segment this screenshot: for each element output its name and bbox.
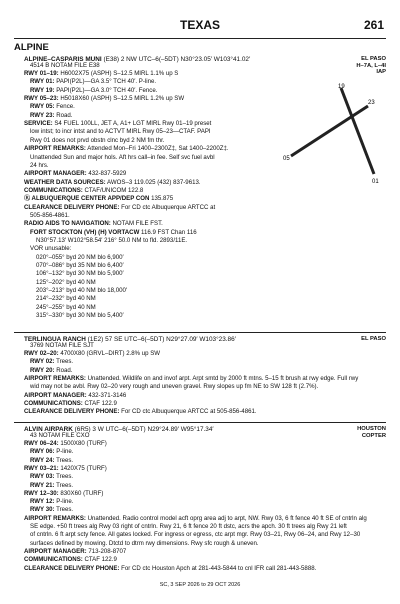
alpine-detail-line [36, 313, 124, 319]
field-value: Trees. [54, 506, 74, 514]
alpine-chart-tags [356, 56, 386, 76]
terlingua-detail-line [30, 368, 72, 374]
terlingua-detail-line [24, 409, 257, 415]
field-label: RWY 12–30: [24, 489, 59, 497]
alvin-detail-line [30, 449, 73, 455]
field-label: RWY 20: [30, 366, 55, 374]
field-value: 125°–202° byd 40 NM [36, 278, 96, 286]
alpine-detail-line [30, 104, 75, 110]
field-label: RADIO AIDS TO NAVIGATION: [24, 220, 111, 228]
field-label: AIRPORT REMARKS: [24, 374, 86, 382]
field-label: RWY 03–21: [24, 464, 59, 472]
field-value: H5018X60 (ASPH) S–12.5 MIRL 1.2% up SW [58, 95, 185, 103]
runway-label: 05 [283, 156, 290, 162]
field-label: RWY 02: [30, 358, 55, 366]
alvin-detail-line [24, 441, 107, 447]
page-header [0, 16, 400, 34]
alpine-detail-line [30, 79, 156, 85]
field-label: AIRPORT MANAGER: [24, 170, 87, 178]
field-value: 505-856-4861. [30, 211, 70, 219]
field-value: 24 hrs. [30, 161, 49, 169]
field-label: FORT STOCKTON (VH) (H) VORTACW [30, 228, 140, 236]
alvin-chart-tag: HOUSTON [357, 426, 386, 432]
alpine-detail-line [30, 230, 197, 236]
field-value: 315°–330° byd 30 NM blo 5,400′ [36, 312, 124, 320]
field-value: NOTAM FILE FST. [110, 220, 163, 228]
field-label: CLEARANCE DELIVERY PHONE: [24, 408, 120, 416]
field-label: RWY 05: [30, 103, 55, 111]
alvin-elev-line: 43 NOTAM FILE CXO [30, 432, 90, 439]
terlingua-detail-line [30, 384, 318, 390]
field-value: 135.875 [149, 195, 174, 203]
field-label: SERVICE: [24, 120, 53, 128]
terlingua-detail-line [24, 393, 126, 399]
field-value: 245°–255° byd 40 NM [36, 303, 96, 311]
field-value: 713-208-8707 [86, 547, 127, 555]
alpine-id-line: (E38) 2 NW UTC–6(–5DT) N30°23.05′ W103°41.02′ [103, 56, 251, 63]
alpine-chart-tag: EL PASO [361, 56, 386, 62]
field-label: RWY 06–24: [24, 440, 59, 447]
field-label: COMMUNICATIONS: [24, 556, 83, 564]
alpine-detail-line [24, 196, 173, 202]
field-value: 203°–213° byd 40 NM blo 18,000′ [36, 287, 128, 295]
alpine-detail-line [36, 288, 127, 294]
field-value: Unattended. Radio control model acft oprg area adj to arpt, NW. Rwy 03, 6 ft fence 40 ft SE of cntrln alg [85, 514, 367, 522]
terlingua-name: TERLINGUA RANCH [24, 336, 86, 343]
runway-label: 23 [368, 100, 375, 106]
alpine-detail-line [24, 71, 178, 77]
alpine-detail-line [30, 163, 49, 169]
alpine-detail-line [36, 238, 187, 244]
field-value: 1500X80 (TURF) [58, 440, 107, 447]
field-value: AWOS–3 119.025 (432) 837-9613. [105, 178, 201, 186]
alvin-id-line: (6R5) 3 W UTC–6(–5DT) N29°24.89′ W95°17.34′ [74, 426, 214, 433]
field-label: AIRPORT REMARKS: [24, 145, 86, 153]
alvin-chart-tags [357, 426, 386, 439]
alvin-detail-line [24, 491, 103, 497]
field-value: Unattended. Wildlife on and invof arpt. Arpt smtd by 2000 ft mtns. 5–15 ft brush at rwy edge. Full rwy [85, 374, 359, 382]
alpine-detail-line [30, 88, 157, 94]
runway-label: 01 [372, 179, 379, 185]
alpine-detail-line [24, 180, 201, 186]
alvin-detail-line [30, 458, 73, 464]
alpine-detail-line [36, 280, 96, 286]
field-value: 4700X80 (GRVL–DIRT) 2.8% up SW [58, 350, 161, 357]
field-label: RWY 01: [30, 78, 55, 86]
alpine-detail-line [30, 246, 71, 252]
field-value: 116.9 FST Chan 116 [139, 228, 197, 236]
field-value: 020°–055° byd 20 NM blo 6,900′ [36, 253, 124, 261]
field-label: RWY 02–20: [24, 350, 59, 357]
field-value: 070°–086° byd 35 NM blo 6,400′ [36, 262, 124, 270]
field-value: CTAF/UNICOM 122.8 [82, 186, 144, 194]
field-value: For CD ctc Albuquerque ARTCC at [119, 203, 216, 211]
field-label: COMMUNICATIONS: [24, 399, 83, 407]
field-value: Trees. [54, 456, 74, 464]
field-value: 106°–132° byd 30 NM blo 5,900′ [36, 270, 124, 278]
field-label: RWY 19: [30, 86, 55, 94]
field-value: wid may not be avbl. Rwy 02–20 very rough and uneven gravel. Rwy slopes up fm NE to SW 128 ft (2.7%). [30, 383, 319, 391]
page-number: 261 [363, 18, 384, 32]
field-value: P-line. [54, 448, 74, 456]
field-value: Rwy 01 does not prvd obstn clnc byd 2 NM fm thr. [30, 136, 165, 144]
field-label: RWY 03: [30, 473, 55, 481]
field-value: surfaces defined by mowing. Dtctd to dtrm rwy dimensions. Rwy sfc rough & uneven. [30, 539, 259, 547]
alpine-detail-line [24, 171, 126, 177]
field-value: 1420X75 (TURF) [58, 464, 107, 472]
field-value: S4 FUEL 100LL, JET A, A1+ LGT MIRL Rwy 01–19 preset [52, 120, 212, 128]
field-value: Unattended Sun and major hols. Aft hrs call–in fee. Self svc fuel avbl [30, 153, 215, 161]
alpine-detail-line [36, 305, 96, 311]
field-label: CLEARANCE DELIVERY PHONE: [24, 203, 120, 211]
alvin-detail-line [24, 466, 107, 472]
alvin-chart-tag: COPTER [361, 432, 386, 439]
field-value: Fence. [54, 103, 75, 111]
field-label: RWY 21: [30, 481, 55, 489]
field-value: PAPI(P2L)—GA 3.0° TCH 40′. Fence. [54, 86, 158, 94]
alvin-detail-line [30, 541, 259, 547]
field-label: AIRPORT REMARKS: [24, 514, 86, 522]
field-value: CTAF 122.9 [82, 399, 117, 407]
alpine-chart-tag: H–7A, L–4I [356, 62, 386, 69]
state-title: TEXAS [179, 18, 220, 32]
alvin-detail-line [24, 516, 367, 522]
field-value: VOR unusable: [30, 245, 72, 253]
alpine-detail-line [24, 221, 163, 227]
alpine-detail-line [24, 121, 211, 127]
field-value: H6002X75 (ASPH) S–12.5 MIRL 1.1% up S [58, 70, 179, 77]
terlingua-chart-tag: EL PASO [361, 336, 386, 342]
alpine-detail-line [30, 155, 215, 161]
alpine-detail-line [36, 263, 124, 269]
alpine-detail-line [24, 96, 184, 102]
alpine-detail-line [30, 213, 70, 219]
city-name: ALPINE [14, 42, 49, 53]
header-rule [14, 38, 386, 39]
terlingua-detail-line [24, 401, 117, 407]
field-label: RWY 05–23: [24, 95, 59, 103]
terlingua-detail-line [24, 351, 160, 357]
field-label: COMMUNICATIONS: [24, 186, 83, 194]
field-value: Attended Mon–Fri 1400–2300Z‡, Sat 1400–2200Z‡. [85, 145, 229, 153]
alpine-detail-line [30, 138, 164, 144]
terlingua-id-line: (1E2) 57 SE UTC–6(–5DT) N29°27.09′ W103°23.86′ [87, 336, 236, 343]
field-value: For CD ctc Houston Apch at 281-443-5844 to cnl IFR call 281-443-5888. [119, 564, 317, 572]
field-value: Road. [54, 366, 73, 374]
field-value: Trees. [54, 358, 74, 366]
field-value: low intst; to incr intst and to ACTVT MIRL Rwy 05–23—CTAF. PAPI [30, 128, 211, 136]
field-value: For CD ctc Albuquerque ARTCC at 505-856-4861. [119, 408, 257, 416]
field-value: of cntrln. 6 ft arpt scty fence. All gates locked. For ingress or egress, ctc arpt mgr. Rwy 03–21, Rwy 06–24, and Rwy 12–30 [30, 531, 361, 539]
field-label: AIRPORT MANAGER: [24, 391, 87, 399]
field-label: CLEARANCE DELIVERY PHONE: [24, 564, 120, 572]
alpine-detail-line [30, 113, 72, 119]
field-value: 432-837-5929 [86, 170, 127, 178]
field-value: CTAF 122.9 [82, 556, 117, 564]
alpine-detail-line [24, 188, 143, 194]
alvin-detail-line [24, 557, 117, 563]
field-value: Road. [54, 111, 73, 119]
alpine-detail-line [36, 255, 124, 261]
alvin-detail-line [30, 532, 360, 538]
alvin-detail-line [30, 499, 73, 505]
field-value: 830X60 (TURF) [58, 489, 104, 497]
alpine-detail-line [36, 296, 96, 302]
field-value: P-line. [54, 498, 74, 506]
field-label: RWY 06: [30, 448, 55, 456]
runway-label: 19 [338, 84, 345, 90]
alpine-name: ALPINE–CASPARIS MUNI [24, 56, 102, 63]
footer-dates: SC, 3 SEP 2026 to 29 OCT 2026 [159, 582, 241, 588]
field-value: SE edge. +50 ft trees alg Rwy 03 right of cntrln. Rwy 21, 6 ft fence 20 ft dstc, acrs the apch. 30 ft trees alg Rwy 21 left [30, 523, 347, 530]
field-value: 432-371-3146 [86, 391, 127, 399]
alvin-detail-line [30, 483, 73, 489]
alpine-chart-tag: IAP [376, 69, 386, 76]
field-label: RWY 24: [30, 456, 55, 464]
field-label: RWY 01–19: [24, 70, 59, 77]
alvin-detail-line [24, 549, 126, 555]
alpine-detail-line [36, 271, 124, 277]
terlingua-detail-line [24, 376, 358, 382]
alvin-name: ALVIN AIRPARK [24, 426, 73, 433]
section-rule [14, 422, 386, 423]
field-label: WEATHER DATA SOURCES: [24, 178, 106, 186]
alvin-detail-line [30, 507, 73, 513]
runway-diagram [276, 76, 386, 186]
alvin-detail-line [30, 524, 347, 530]
field-value: Trees. [54, 481, 74, 489]
alvin-detail-line [30, 474, 73, 480]
field-value: PAPI(P2L)—GA 3.5° TCH 40′. P-line. [54, 78, 157, 86]
field-label: RWY 12: [30, 498, 55, 506]
field-value: 214°–232° byd 40 NM [36, 295, 96, 303]
field-value: N30°57.13′ W102°58.54′ 216° 50.0 NM to fld. 2893/11E. [36, 237, 188, 244]
field-label: RWY 23: [30, 111, 55, 119]
field-label: RWY 30: [30, 506, 55, 514]
section-rule [14, 332, 386, 333]
alpine-detail-line [24, 146, 229, 152]
alpine-detail-line [30, 129, 211, 135]
field-label: Ⓡ ALBUQUERQUE CENTER APP/DEP CON [24, 195, 150, 203]
terlingua-elev-line: 3769 NOTAM FILE SJT [30, 342, 94, 349]
alpine-detail-line [24, 205, 215, 211]
field-value: Trees. [54, 473, 74, 481]
field-label: AIRPORT MANAGER: [24, 547, 87, 555]
alvin-detail-line [24, 566, 316, 572]
alpine-elev-line: 4514 B NOTAM FILE E38 [30, 62, 100, 69]
terlingua-detail-line [30, 359, 73, 365]
